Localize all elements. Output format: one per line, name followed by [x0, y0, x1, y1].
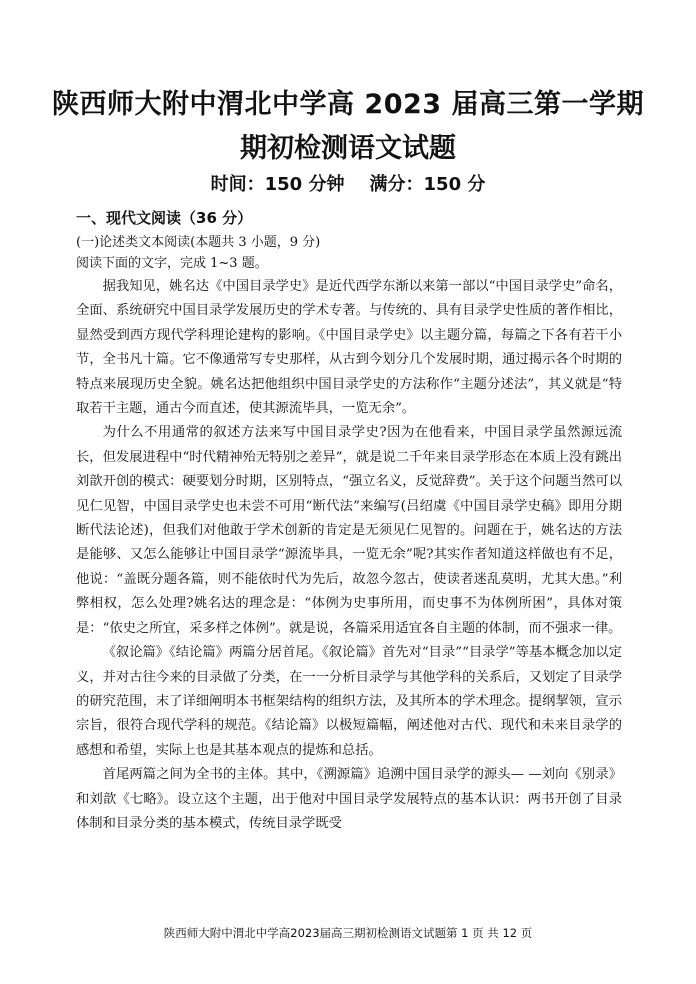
exam-meta	[0, 170, 696, 196]
exam-title-line2: 期初检测语文试题	[240, 133, 456, 164]
exam-title-line1: 陕西师大附中渭北中学高 2023 届高三第一学期	[52, 89, 644, 120]
score-label: 满分：150 分	[369, 174, 486, 195]
passage-body	[76, 275, 622, 836]
passage-paragraph-2: 为什么不用通常的叙述方法来写中国目录学史?因为在他看来，中国目录学虽然源远流长，但发展进程中“时代精神殆无特别之差异”，就是说二千年来目录学形态在本质上没有跳出刘歆开创的模式：硬要划分时期，区别特点，“强立名义，反觉辞费”。关于这个问题当然可以见仁见智，中国目录学史也未尝不可用“断代法”来编写(吕绍虞《中国目录学史稿》即用分期断代法论述)，但我们对他敢于学术创新的肯定是无须见仁见智的。问题在于，姚名达的方法是能够、又怎么能够让中国目录学“源流毕具，一览无余”呢?其实作者知道这样做也有不足，他说：“盖既分题各篇，则不能依时代为先后，故忽今忽古，使读者迷乱莫明，尤其大患。”利弊相权，怎么处理?姚名达的理念是：“体例为史事所用，而史事不为体例所困”，具体对策是：“依史之所宜，采多样之体例”。就是说，各篇采用适宜各自主题的体制，而不强求一律。	[76, 425, 622, 636]
passage-paragraph-3: 《叙论篇》《结论篇》两篇分居首尾。《叙论篇》首先对“目录”“目录学”等基本概念加以定义，并对古往今来的目录做了分类，在一一分析目录学与其他学科的关系后，又划定了目录学的研究范围，末了详细阐明本书框架结构的组织方法，及其所本的学术理念。提纲挈领，宣示宗旨，很符合现代学科的规范。《结论篇》以极短篇幅，阐述他对古代、现代和未来目录学的感想和希望，实际上也是其基本观点的提炼和总括。	[76, 645, 622, 758]
page-footer: 陕西师大附中渭北中学高2023届高三期初检测语文试题第 1 页 共 12 页	[163, 926, 533, 940]
passage-paragraph-1: 据我知见，姚名达《中国目录学史》是近代西学东渐以来第一部以“中国目录学史”命名，全面、系统研究中国目录学发展历史的学术专著。与传统的、具有目录学史性质的著作相比，显然受到西方现代学科理论建构的影响。《中国目录学史》以主题分篇，每篇之下各有若干小节，全书凡十篇。它不像通常写专史那样，从古到今划分几个发展时期，通过揭示各个时期的特点来展现历史全貌。姚名达把他组织中国目录学史的方法称作“主题分述法”，其义就是“特取若干主题，通古今而直述，使其源流毕具，一览无余”。	[76, 279, 622, 417]
section-subheading: (一)论述类文本阅读(本题共 3 小题，9 分)	[76, 235, 321, 250]
passage-paragraph-4: 首尾两篇之间为全书的主体。其中，《溯源篇》追溯中国目录学的源头— —刘向《别录》和刘歆《七略》。设立这个主题，出于他对中国目录学发展特点的基本认识：两书开创了目录体制和目录分类的基本模式，传统目录学既受	[76, 767, 622, 831]
time-label: 时间：150 分钟	[210, 174, 345, 195]
reading-instruction: 阅读下面的文字，完成 1~3 题。	[76, 256, 268, 271]
section-heading: 一、现代文阅读（36 分）	[76, 209, 253, 227]
